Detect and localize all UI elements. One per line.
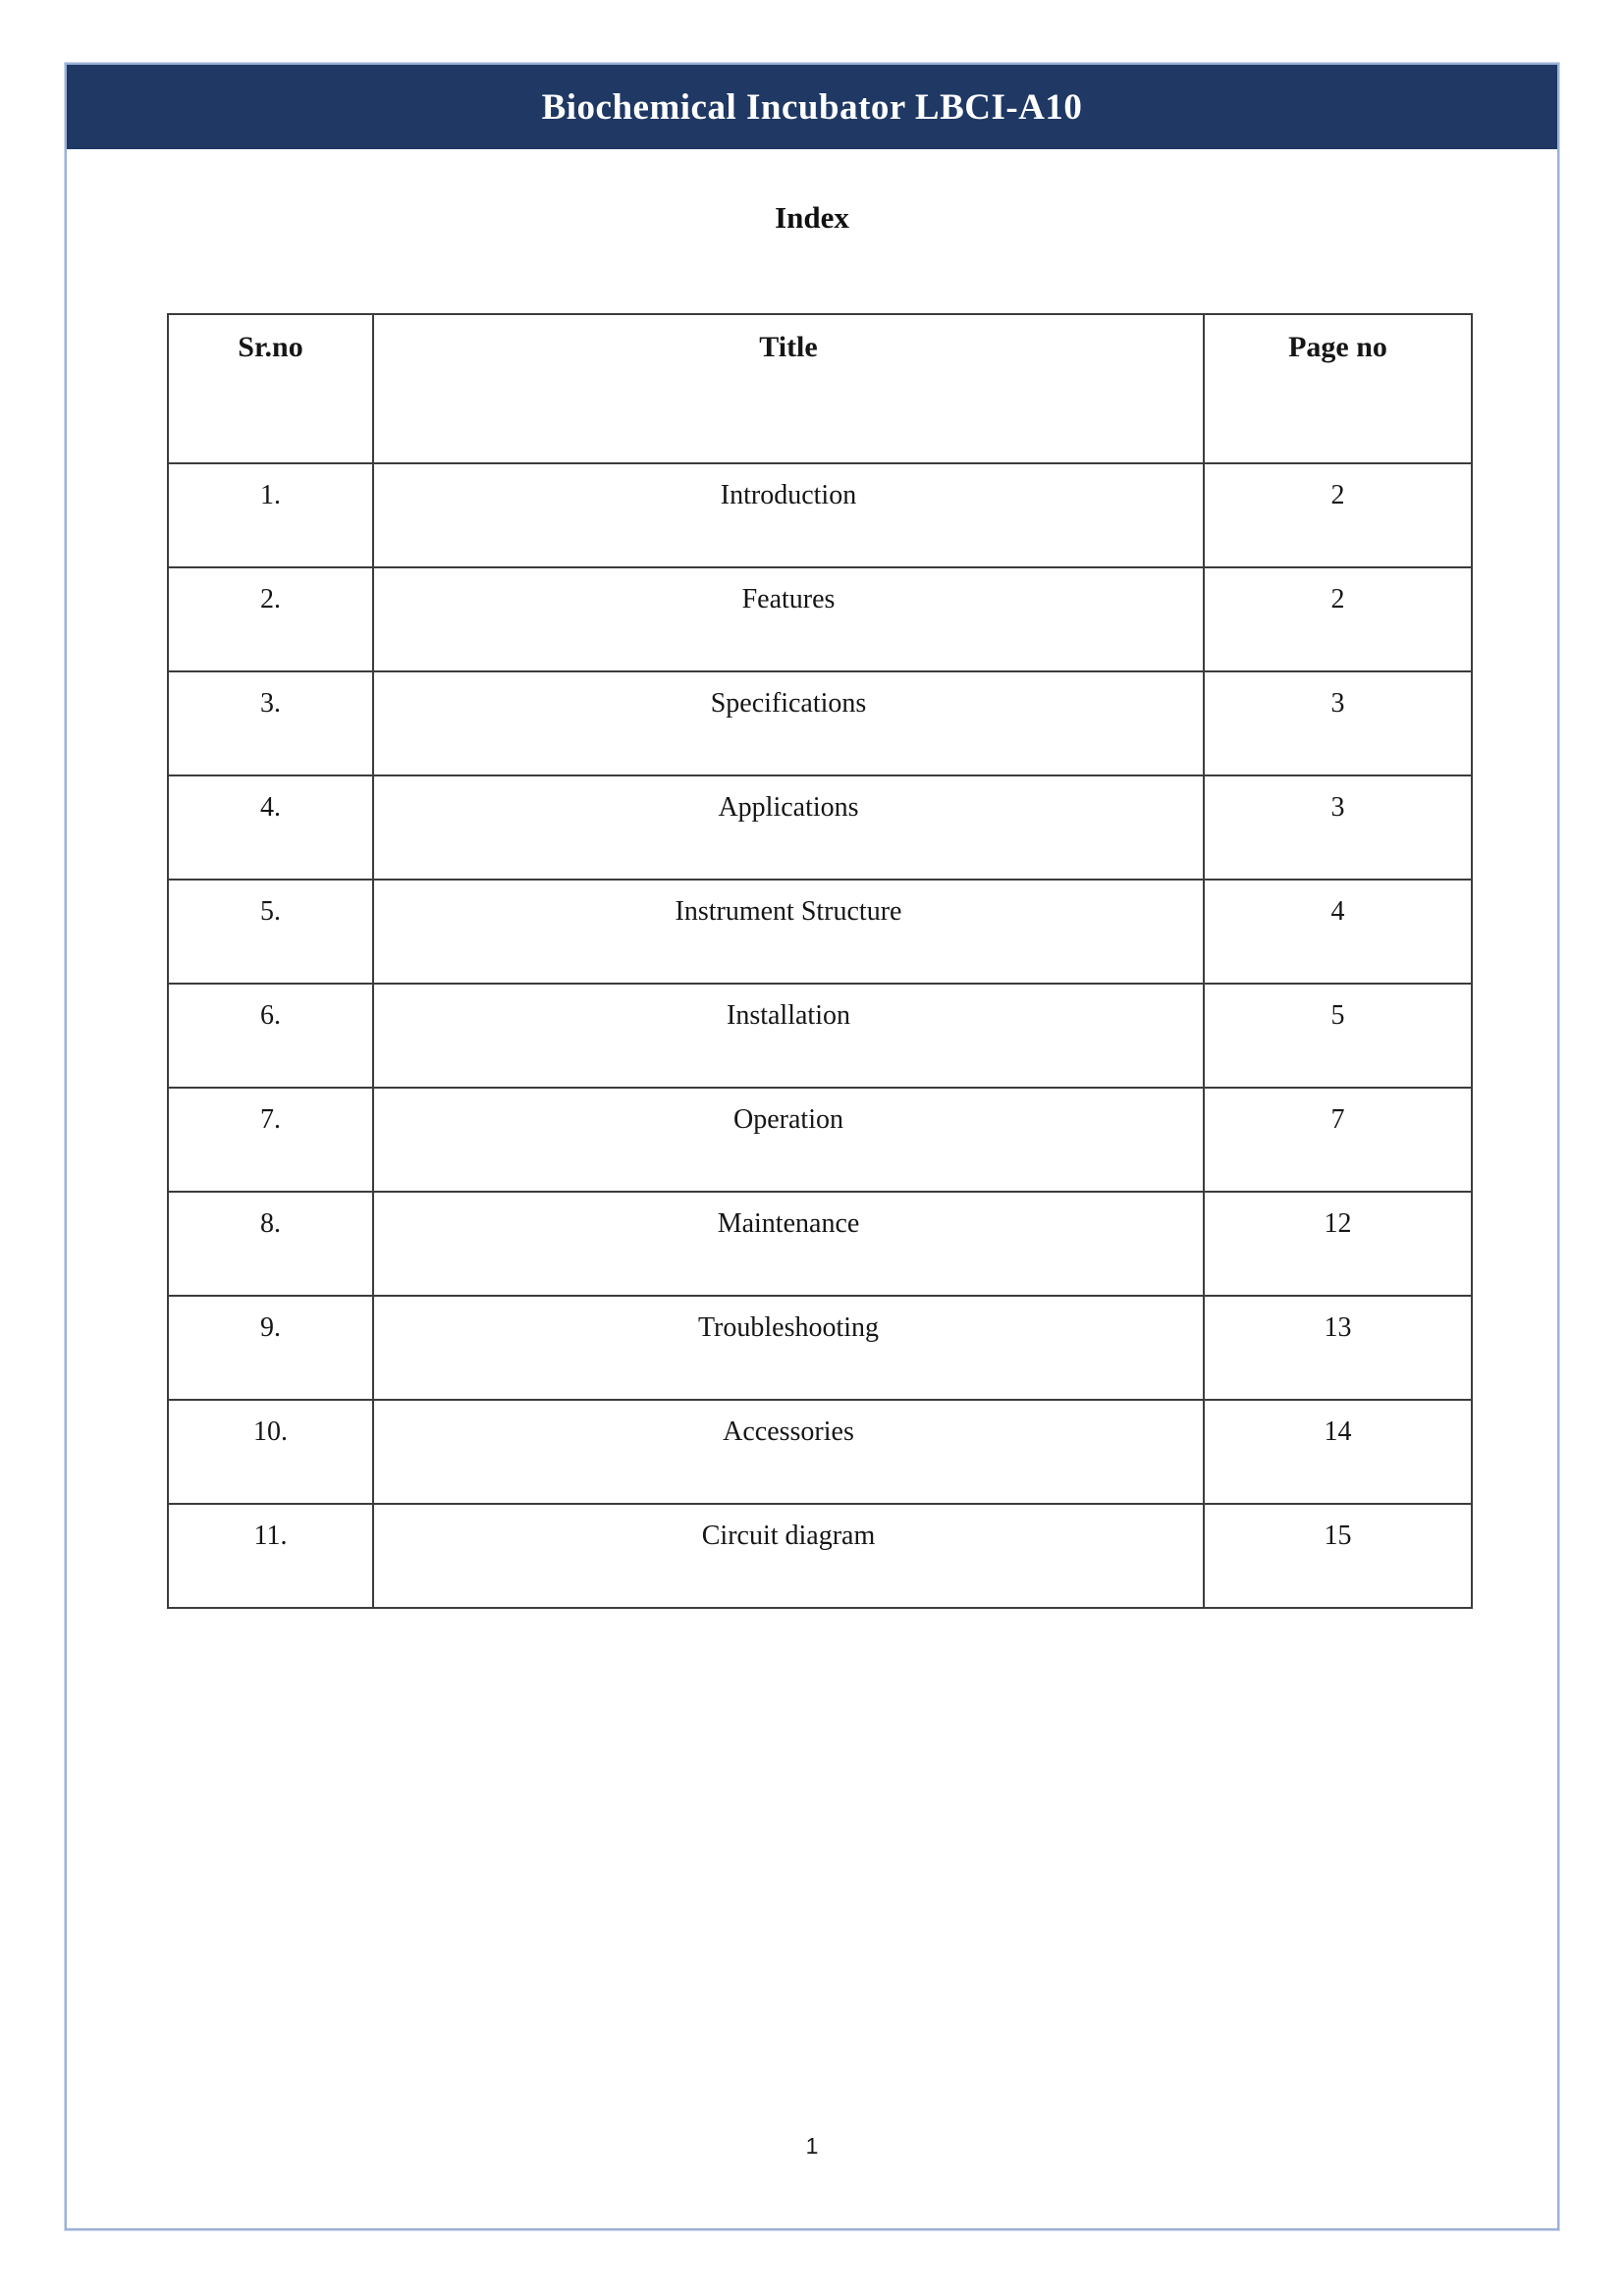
sr-cell: 4.	[168, 775, 373, 880]
title-cell: Features	[373, 567, 1204, 671]
document-page	[65, 63, 1559, 2230]
sr-cell: 3.	[168, 671, 373, 775]
title-cell: Troubleshooting	[373, 1296, 1204, 1400]
table-row	[168, 880, 1472, 984]
page-cell: 15	[1204, 1504, 1472, 1608]
page-cell: 3	[1204, 671, 1472, 775]
table-row	[168, 1400, 1472, 1504]
index-table	[167, 313, 1473, 1609]
page-cell: 7	[1204, 1088, 1472, 1192]
page-cell: 12	[1204, 1192, 1472, 1296]
table-row	[168, 775, 1472, 880]
sr-cell: 1.	[168, 463, 373, 567]
sr-cell: 9.	[168, 1296, 373, 1400]
sr-cell: 7.	[168, 1088, 373, 1192]
table-row	[168, 984, 1472, 1088]
title-cell: Introduction	[373, 463, 1204, 567]
page-cell: 3	[1204, 775, 1472, 880]
page-cell: 13	[1204, 1296, 1472, 1400]
table-row	[168, 463, 1472, 567]
title-cell: Applications	[373, 775, 1204, 880]
title-cell: Operation	[373, 1088, 1204, 1192]
page-cell: 2	[1204, 567, 1472, 671]
sr-cell: 11.	[168, 1504, 373, 1608]
page-cell: 5	[1204, 984, 1472, 1088]
document-title: Biochemical Incubator LBCI-A10	[541, 86, 1083, 128]
index-heading: Index	[775, 200, 849, 235]
page-cell: 4	[1204, 880, 1472, 984]
title-cell: Instrument Structure	[373, 880, 1204, 984]
title-cell: Accessories	[373, 1400, 1204, 1504]
col-header-srno: Sr.no	[168, 314, 373, 463]
sr-cell: 10.	[168, 1400, 373, 1504]
title-cell: Specifications	[373, 671, 1204, 775]
table-header-row	[168, 314, 1472, 463]
page-cell: 2	[1204, 463, 1472, 567]
table-row	[168, 1504, 1472, 1608]
title-cell: Installation	[373, 984, 1204, 1088]
footer-page-number: 1	[805, 2133, 819, 2159]
header-banner	[67, 65, 1557, 149]
table-row	[168, 1088, 1472, 1192]
col-header-title: Title	[373, 314, 1204, 463]
sr-cell: 8.	[168, 1192, 373, 1296]
table-row	[168, 567, 1472, 671]
title-cell: Maintenance	[373, 1192, 1204, 1296]
table-row	[168, 671, 1472, 775]
page-cell: 14	[1204, 1400, 1472, 1504]
title-cell: Circuit diagram	[373, 1504, 1204, 1608]
table-row	[168, 1192, 1472, 1296]
col-header-pageno: Page no	[1204, 314, 1472, 463]
sr-cell: 2.	[168, 567, 373, 671]
sr-cell: 5.	[168, 880, 373, 984]
sr-cell: 6.	[168, 984, 373, 1088]
table-row	[168, 1296, 1472, 1400]
